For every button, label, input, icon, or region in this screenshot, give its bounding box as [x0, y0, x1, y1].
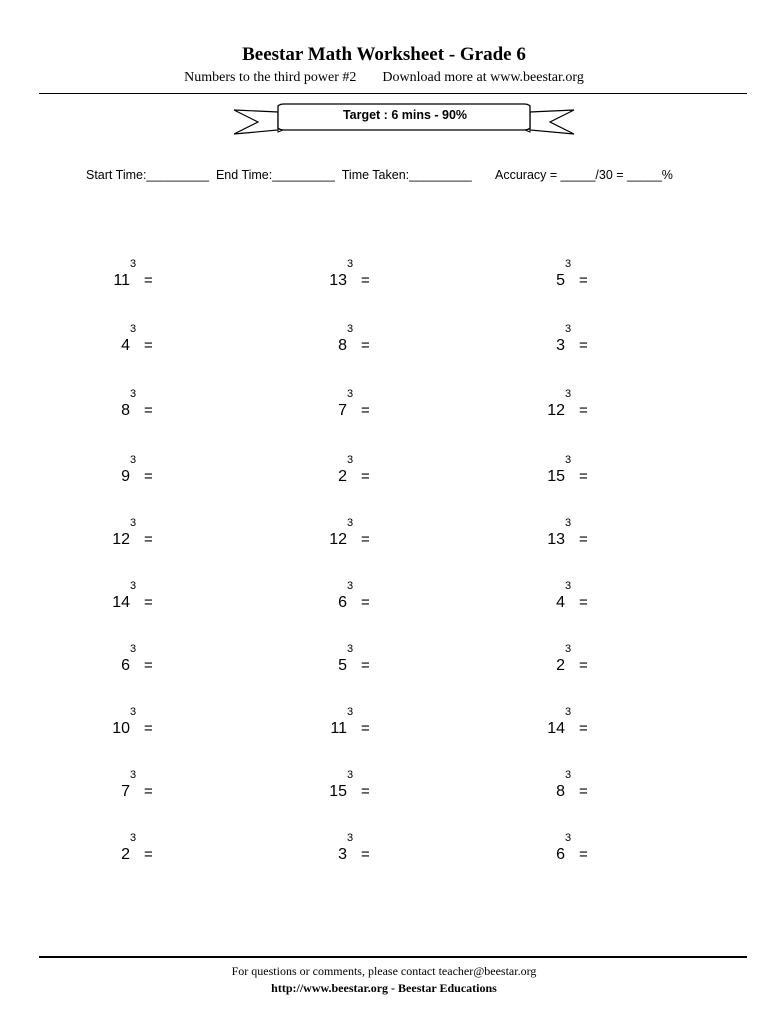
problem-item [535, 706, 625, 746]
problem-exponent: 3 [565, 258, 572, 270]
problem-equals: = [361, 272, 370, 289]
problem-item [535, 832, 625, 872]
problem-base: 6 [338, 594, 347, 611]
problem-base: 9 [121, 468, 130, 485]
problem-exponent: 3 [347, 517, 354, 529]
problem-item [100, 580, 190, 620]
problem-item [535, 769, 625, 809]
problem-item [535, 643, 625, 683]
problem-item [535, 454, 625, 494]
problem-equals: = [361, 657, 370, 674]
problem-base: 7 [338, 402, 347, 419]
problem-equals: = [361, 468, 370, 485]
problem-exponent: 3 [347, 388, 354, 400]
target-text: Target : 6 mins - 90% [342, 108, 468, 122]
problem-exponent: 3 [565, 769, 572, 781]
problem-base: 11 [330, 720, 347, 737]
problem-exponent: 3 [130, 258, 137, 270]
problem-equals: = [144, 594, 153, 611]
footer-divider [39, 956, 747, 958]
problem-item [317, 832, 407, 872]
problem-exponent: 3 [565, 832, 572, 844]
problem-exponent: 3 [130, 388, 137, 400]
problem-equals: = [144, 531, 153, 548]
problem-equals: = [361, 402, 370, 419]
problem-item [100, 454, 190, 494]
time-taken-field: Time Taken:_________ [341, 168, 472, 182]
problem-base: 13 [547, 531, 565, 548]
problem-base: 6 [121, 657, 130, 674]
problem-base: 8 [556, 783, 565, 800]
problem-exponent: 3 [347, 580, 354, 592]
problem-base: 3 [556, 337, 565, 354]
problem-exponent: 3 [130, 706, 137, 718]
problem-equals: = [361, 846, 370, 863]
problem-item [317, 706, 407, 746]
problem-item [317, 643, 407, 683]
problem-equals: = [144, 468, 153, 485]
problem-item [317, 388, 407, 428]
problem-item [100, 769, 190, 809]
problem-base: 12 [329, 531, 347, 548]
problem-base: 2 [556, 657, 565, 674]
problem-equals: = [579, 720, 588, 737]
problem-base: 3 [338, 846, 347, 863]
worksheet-subtitle [0, 70, 768, 86]
problem-base: 4 [556, 594, 565, 611]
problem-item [317, 517, 407, 557]
problem-equals: = [361, 594, 370, 611]
subtitle-download: Download more at www.beestar.org [382, 70, 584, 85]
problem-equals: = [144, 720, 153, 737]
problem-exponent: 3 [130, 323, 137, 335]
problem-equals: = [361, 720, 370, 737]
problem-exponent: 3 [565, 580, 572, 592]
header-divider [39, 93, 747, 94]
problem-exponent: 3 [347, 706, 354, 718]
problem-equals: = [144, 783, 153, 800]
problem-equals: = [361, 783, 370, 800]
problem-base: 2 [338, 468, 347, 485]
problem-exponent: 3 [347, 258, 354, 270]
worksheet-title: Beestar Math Worksheet - Grade 6 [242, 44, 526, 65]
problem-exponent: 3 [565, 706, 572, 718]
footer-site: http://www.beestar.org - Beestar Educations [271, 981, 497, 995]
problem-item [100, 643, 190, 683]
problem-item [317, 323, 407, 363]
problem-base: 14 [547, 720, 565, 737]
problem-equals: = [579, 846, 588, 863]
problem-base: 4 [121, 337, 130, 354]
accuracy-field: Accuracy = _____/30 = _____% [495, 168, 673, 182]
problem-base: 12 [547, 402, 565, 419]
problem-equals: = [144, 402, 153, 419]
subtitle-topic: Numbers to the third power #2 [184, 70, 357, 85]
problem-item [317, 258, 407, 298]
problem-base: 5 [338, 657, 347, 674]
problem-equals: = [144, 846, 153, 863]
problem-exponent: 3 [565, 323, 572, 335]
problem-exponent: 3 [347, 769, 354, 781]
problem-exponent: 3 [565, 517, 572, 529]
problem-exponent: 3 [347, 643, 354, 655]
start-time-field: Start Time:_________ [86, 168, 209, 182]
problem-item [100, 706, 190, 746]
problem-item [535, 388, 625, 428]
problem-base: 6 [556, 846, 565, 863]
problem-item [317, 454, 407, 494]
problem-exponent: 3 [130, 454, 137, 466]
problem-equals: = [579, 594, 588, 611]
problem-exponent: 3 [130, 517, 137, 529]
problem-item [535, 517, 625, 557]
problem-base: 7 [121, 783, 130, 800]
problem-item [535, 323, 625, 363]
problem-equals: = [144, 657, 153, 674]
problem-item [535, 580, 625, 620]
problem-exponent: 3 [130, 580, 137, 592]
problem-base: 8 [338, 337, 347, 354]
problem-equals: = [579, 402, 588, 419]
problem-item [100, 258, 190, 298]
problem-exponent: 3 [130, 643, 137, 655]
problem-equals: = [579, 337, 588, 354]
problem-base: 11 [113, 272, 130, 289]
problem-exponent: 3 [565, 388, 572, 400]
footer-contact: For questions or comments, please contact teacher@beestar.org [231, 964, 537, 978]
problem-equals: = [579, 272, 588, 289]
problem-base: 14 [112, 594, 130, 611]
problem-exponent: 3 [130, 769, 137, 781]
problem-equals: = [579, 657, 588, 674]
problem-exponent: 3 [347, 454, 354, 466]
time-info-line [86, 168, 472, 182]
problem-equals: = [144, 272, 153, 289]
problem-item [317, 769, 407, 809]
problem-exponent: 3 [130, 832, 137, 844]
problem-equals: = [579, 531, 588, 548]
problem-base: 2 [121, 846, 130, 863]
problem-item [100, 388, 190, 428]
problem-equals: = [144, 337, 153, 354]
problem-item [100, 323, 190, 363]
problem-equals: = [361, 337, 370, 354]
problem-base: 5 [556, 272, 565, 289]
problem-equals: = [361, 531, 370, 548]
problem-item [100, 517, 190, 557]
problem-item [317, 580, 407, 620]
problem-exponent: 3 [565, 643, 572, 655]
end-time-field: End Time:_________ [215, 168, 335, 182]
problem-base: 10 [112, 720, 130, 737]
problem-base: 15 [329, 783, 347, 800]
problem-base: 13 [329, 272, 347, 289]
problem-exponent: 3 [565, 454, 572, 466]
problem-equals: = [579, 468, 588, 485]
problem-item [100, 832, 190, 872]
problem-equals: = [579, 783, 588, 800]
problem-base: 12 [112, 531, 130, 548]
problem-base: 8 [121, 402, 130, 419]
problem-item [535, 258, 625, 298]
problem-exponent: 3 [347, 832, 354, 844]
problem-exponent: 3 [347, 323, 354, 335]
problem-base: 15 [547, 468, 565, 485]
